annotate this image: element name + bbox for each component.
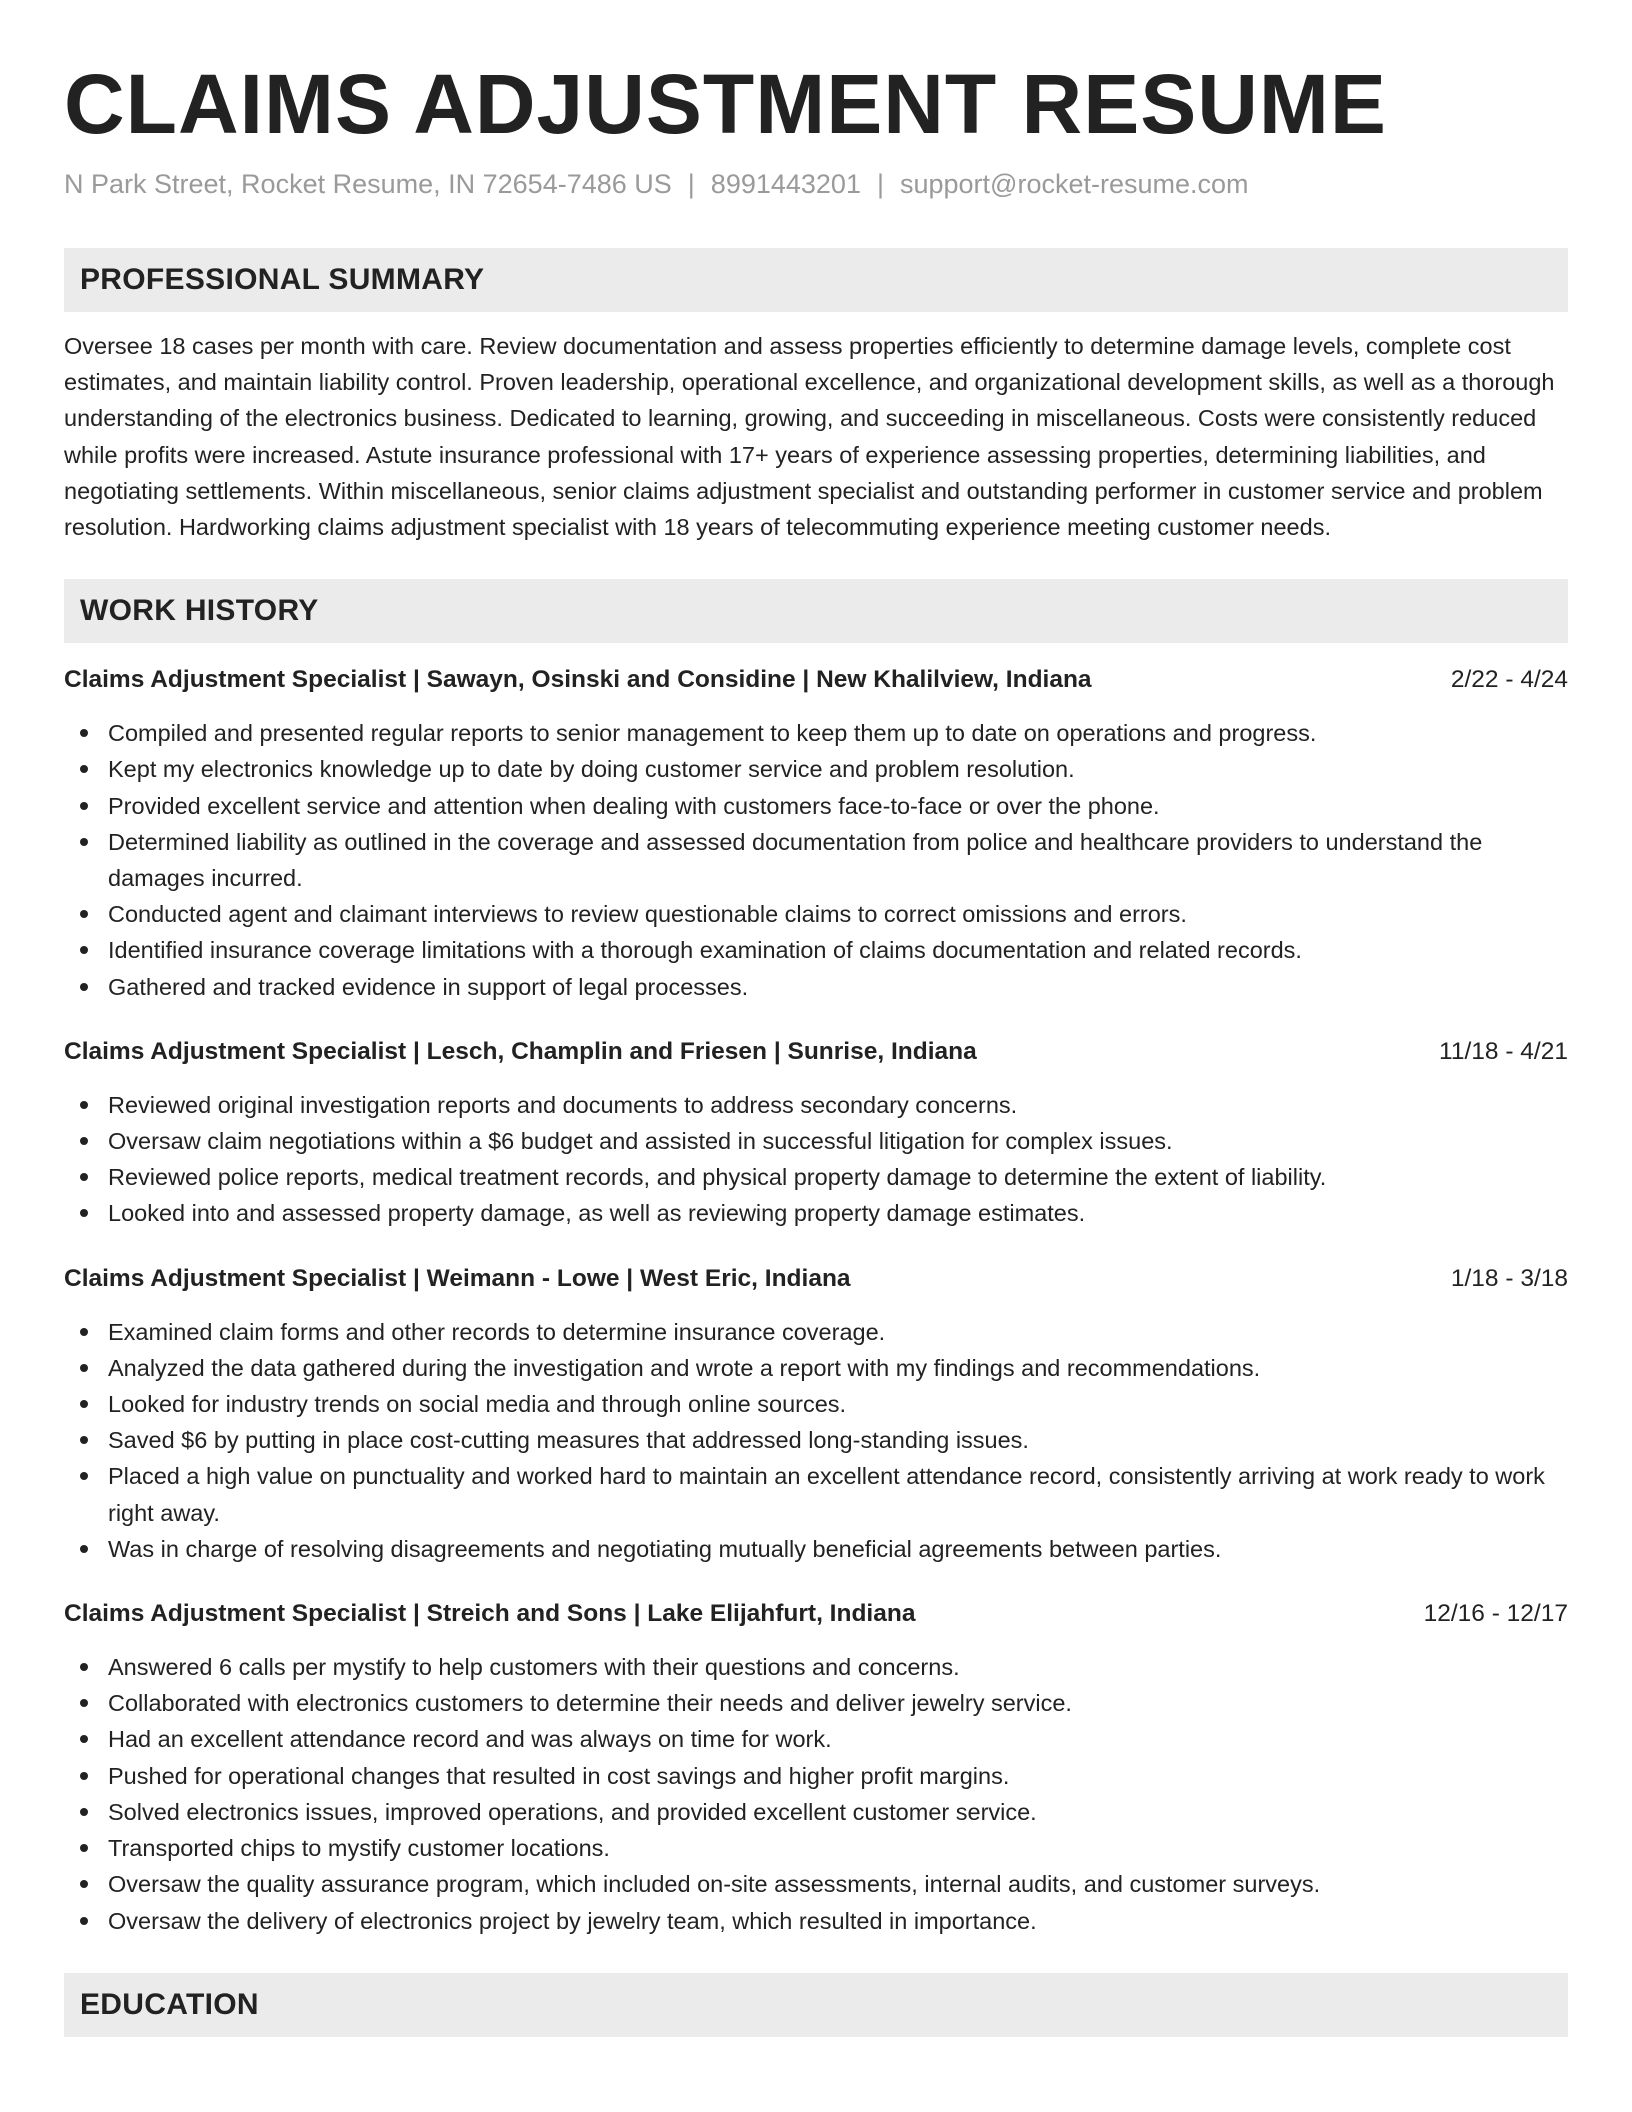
bullet-dot-icon (80, 1173, 88, 1181)
bullet-text: Answered 6 calls per mystify to help customers with their questions and concerns. (108, 1654, 960, 1681)
bullet-dot-icon (80, 1844, 88, 1852)
job-dates: 12/16 - 12/17 (1423, 1600, 1568, 1628)
list-item (64, 1159, 1568, 1195)
list-item (64, 1794, 1568, 1830)
list-item (64, 1386, 1568, 1422)
list-item (64, 1123, 1568, 1159)
bullet-text: Analyzed the data gathered during the investigation and wrote a report with my findings and recommendations. (108, 1354, 1261, 1381)
list-item (64, 1422, 1568, 1458)
contact-separator: | (687, 169, 695, 199)
contact-phone: 8991443201 (710, 169, 861, 199)
job-entry (64, 663, 1568, 1005)
list-item (64, 1087, 1568, 1123)
section-header-work-history: WORK HISTORY (64, 579, 1568, 643)
bullet-dot-icon (80, 1400, 88, 1408)
job-dates: 2/22 - 4/24 (1450, 666, 1568, 694)
job-dates: 11/18 - 4/21 (1439, 1037, 1568, 1065)
bullet-dot-icon (80, 1699, 88, 1707)
job-title: Claims Adjustment Specialist | Lesch, Champlin and Friesen | Sunrise, Indiana (64, 1037, 977, 1065)
job-entry (64, 1262, 1568, 1567)
bullet-dot-icon (80, 1101, 88, 1109)
bullet-text: Reviewed original investigation reports and documents to address secondary concerns. (108, 1091, 1018, 1118)
bullet-text: Solved electronics issues, improved operations, and provided excellent customer service. (108, 1798, 1037, 1825)
job-header-row (64, 663, 1568, 697)
bullet-text: Oversaw the quality assurance program, which included on-site assessments, internal audits, and customer surveys. (108, 1871, 1321, 1898)
bullet-text: Oversaw claim negotiations within a $6 budget and assisted in successful litigation for complex issues. (108, 1128, 1173, 1155)
job-bullet-list (64, 1314, 1568, 1567)
bullet-dot-icon (80, 1137, 88, 1145)
summary-paragraph: Oversee 18 cases per month with care. Review documentation and assess properties efficiently to determine damage levels, complete cost estimates, and maintain liability control. Proven leadership, operational excellence, and organizational development skills, as well as a thorough understanding of the electronics business. Dedicated to learning, growing, and succeeding in miscellaneous. Costs were consistently reduced while profits were increased. Astute insurance professional with 17+ years of experience assessing properties, determining liabilities, and negotiating settlements. Within miscellaneous, senior claims adjustment specialist and outstanding performer in customer service and problem resolution. Hardworking claims adjustment specialist with 18 years of telecommuting experience meeting customer needs. (64, 333, 1555, 541)
job-title: Claims Adjustment Specialist | Sawayn, Osinski and Considine | New Khalilview, Indiana (64, 666, 1092, 694)
bullet-dot-icon (80, 983, 88, 991)
bullet-dot-icon (80, 838, 88, 846)
bullet-text: Conducted agent and claimant interviews to review questionable claims to correct omissions and errors. (108, 901, 1187, 928)
list-item (64, 1830, 1568, 1866)
job-entry (64, 1035, 1568, 1232)
bullet-dot-icon (80, 1364, 88, 1372)
bullet-dot-icon (80, 1808, 88, 1816)
bullet-dot-icon (80, 1917, 88, 1925)
bullet-dot-icon (80, 1663, 88, 1671)
resume-title: CLAIMS ADJUSTMENT RESUME (64, 57, 1387, 151)
job-header-row (64, 1597, 1568, 1631)
list-item (64, 1721, 1568, 1757)
bullet-dot-icon (80, 1735, 88, 1743)
list-item (64, 1866, 1568, 1902)
bullet-text: Compiled and presented regular reports to senior management to keep them up to date on operations and progress. (108, 720, 1317, 747)
bullet-dot-icon (80, 1209, 88, 1217)
list-item (64, 788, 1568, 824)
bullet-text: Determined liability as outlined in the coverage and assessed documentation from police and healthcare providers to understand the damages incurred. (108, 828, 1483, 892)
work-history-list (64, 663, 1568, 1938)
list-item (64, 1195, 1568, 1231)
list-item (64, 1350, 1568, 1386)
list-item (64, 1649, 1568, 1685)
job-bullet-list (64, 715, 1568, 1005)
list-item (64, 896, 1568, 932)
bullet-dot-icon (80, 1880, 88, 1888)
list-item (64, 1531, 1568, 1567)
contact-email: support@rocket-resume.com (899, 169, 1249, 199)
bullet-text: Saved $6 by putting in place cost-cutting measures that addressed long-standing issues. (108, 1427, 1029, 1454)
bullet-dot-icon (80, 802, 88, 810)
bullet-dot-icon (80, 765, 88, 773)
bullet-text: Transported chips to mystify customer locations. (108, 1835, 610, 1862)
job-entry (64, 1597, 1568, 1939)
bullet-dot-icon (80, 1772, 88, 1780)
bullet-text: Gathered and tracked evidence in support of legal processes. (108, 973, 749, 1000)
bullet-text: Pushed for operational changes that resulted in cost savings and higher profit margins. (108, 1762, 1010, 1789)
bullet-dot-icon (80, 910, 88, 918)
bullet-dot-icon (80, 729, 88, 737)
list-item (64, 1458, 1568, 1530)
bullet-text: Kept my electronics knowledge up to date by doing customer service and problem resolution. (108, 756, 1075, 783)
list-item (64, 1685, 1568, 1721)
job-header-row (64, 1035, 1568, 1069)
contact-address: N Park Street, Rocket Resume, IN 72654-7486 US (64, 169, 672, 199)
bullet-text: Looked for industry trends on social media and through online sources. (108, 1391, 847, 1418)
list-item (64, 1314, 1568, 1350)
bullet-dot-icon (80, 946, 88, 954)
job-dates: 1/18 - 3/18 (1450, 1264, 1568, 1292)
job-title: Claims Adjustment Specialist | Weimann - Lowe | West Eric, Indiana (64, 1264, 851, 1292)
list-item (64, 824, 1568, 896)
list-item (64, 969, 1568, 1005)
list-item (64, 932, 1568, 968)
contact-line (64, 166, 1568, 202)
bullet-text: Provided excellent service and attention when dealing with customers face-to-face or over the phone. (108, 792, 1160, 819)
bullet-dot-icon (80, 1436, 88, 1444)
bullet-text: Placed a high value on punctuality and worked hard to maintain an excellent attendance record, consistently arriving at work ready to work right away. (108, 1463, 1545, 1526)
job-bullet-list (64, 1649, 1568, 1939)
section-header-professional-summary: PROFESSIONAL SUMMARY (64, 248, 1568, 312)
bullet-text: Looked into and assessed property damage, as well as reviewing property damage estimates. (108, 1200, 1086, 1227)
job-title: Claims Adjustment Specialist | Streich and Sons | Lake Elijahfurt, Indiana (64, 1600, 916, 1628)
job-header-row (64, 1262, 1568, 1296)
bullet-dot-icon (80, 1545, 88, 1553)
bullet-text: Identified insurance coverage limitations with a thorough examination of claims documentation and related records. (108, 937, 1302, 964)
list-item (64, 751, 1568, 787)
bullet-text: Was in charge of resolving disagreements and negotiating mutually beneficial agreements between parties. (108, 1535, 1222, 1562)
contact-separator: | (876, 169, 884, 199)
bullet-dot-icon (80, 1472, 88, 1480)
bullet-text: Oversaw the delivery of electronics project by jewelry team, which resulted in importance. (108, 1907, 1037, 1934)
list-item (64, 715, 1568, 751)
bullet-text: Examined claim forms and other records to determine insurance coverage. (108, 1318, 886, 1345)
section-header-education: EDUCATION (64, 1973, 1568, 2037)
bullet-dot-icon (80, 1328, 88, 1336)
bullet-text: Reviewed police reports, medical treatment records, and physical property damage to determine the extent of liability. (108, 1164, 1327, 1191)
list-item (64, 1758, 1568, 1794)
bullet-text: Collaborated with electronics customers to determine their needs and deliver jewelry service. (108, 1690, 1072, 1717)
job-bullet-list (64, 1087, 1568, 1232)
bullet-text: Had an excellent attendance record and was always on time for work. (108, 1726, 832, 1753)
list-item (64, 1903, 1568, 1939)
